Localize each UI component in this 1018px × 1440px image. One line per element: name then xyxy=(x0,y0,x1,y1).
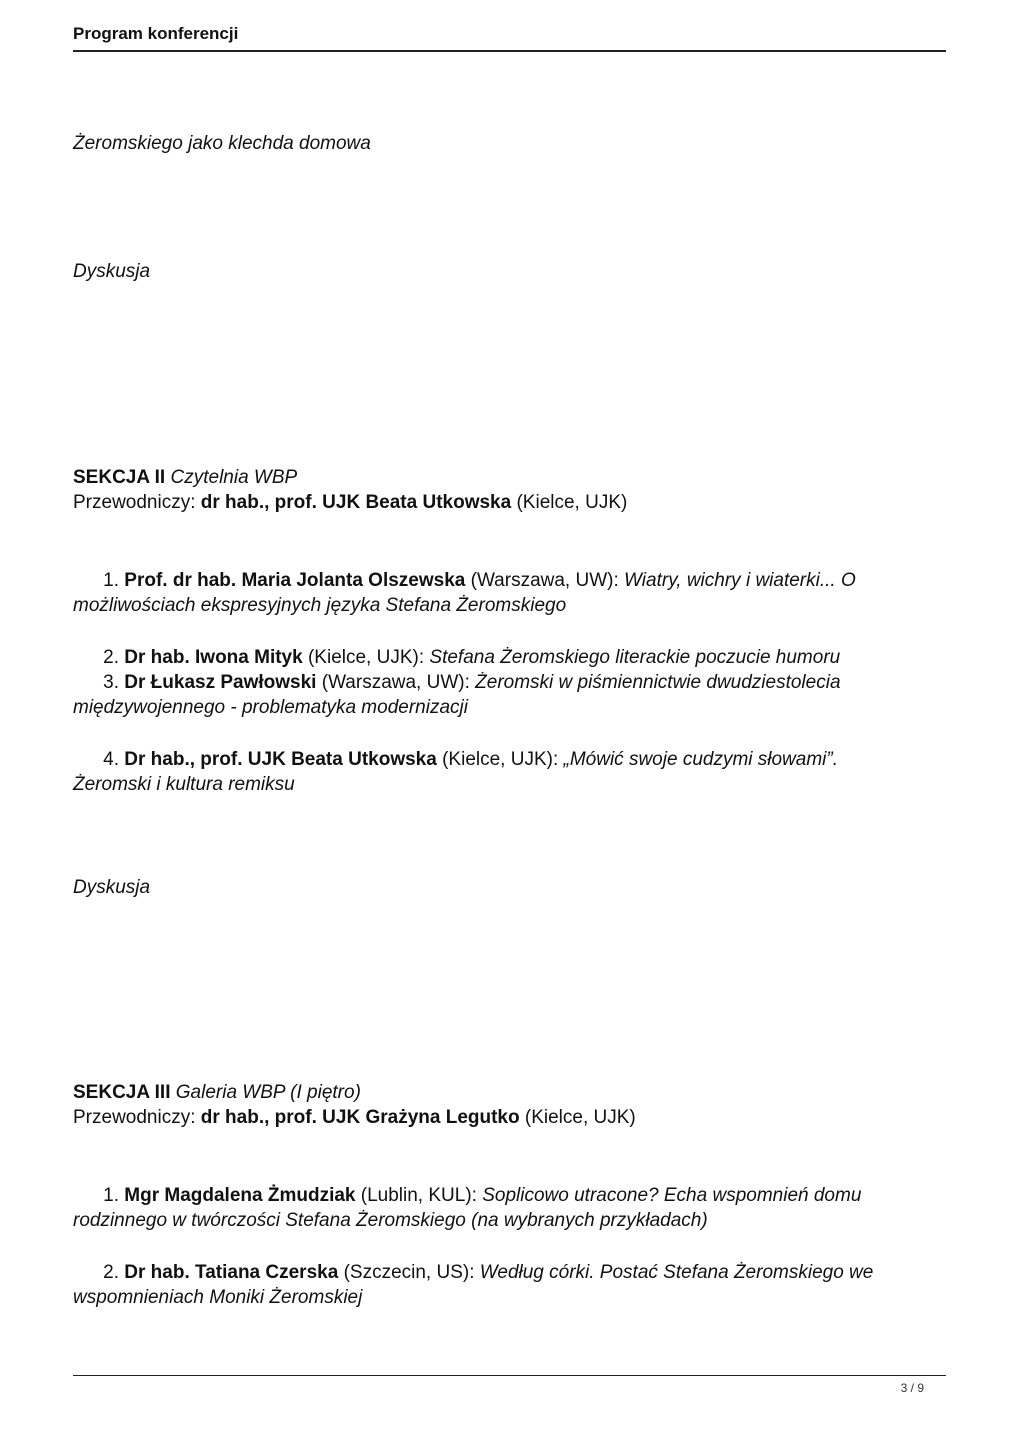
item-number: 2. xyxy=(103,647,119,668)
speaker-affiliation: (Kielce, UJK): xyxy=(436,749,564,770)
item-number: 3. xyxy=(103,672,119,693)
discussion-label: Dyskusja xyxy=(73,877,151,898)
discussion-label: Dyskusja xyxy=(73,261,151,282)
talk-title: Soplicowo utracone? Echa wspomnień domu xyxy=(482,1185,862,1206)
page-header xyxy=(73,22,946,52)
section-label: SEKCJA II xyxy=(73,467,166,488)
talk-title-continued: Żeromski i kultura remiksu xyxy=(73,774,295,795)
speaker-affiliation: (Lublin, KUL): xyxy=(355,1185,483,1206)
speaker-name: Dr Łukasz Pawłowski xyxy=(124,672,317,693)
speaker-name: Dr hab., prof. UJK Beata Utkowska xyxy=(124,749,437,770)
item-number: 4. xyxy=(103,749,119,770)
intro-fragment: Żeromskiego jako klechda domowa xyxy=(73,133,371,154)
list-item xyxy=(73,568,856,593)
page-number: 3 / 9 xyxy=(900,1381,924,1395)
speaker-name: Dr hab. Tatiana Czerska xyxy=(124,1262,339,1283)
talk-title-continued: wspomnieniach Moniki Żeromskiej xyxy=(73,1287,363,1308)
chair-name: dr hab., prof. UJK Grażyna Legutko xyxy=(200,1107,520,1128)
speaker-affiliation: (Szczecin, US): xyxy=(338,1262,480,1283)
section-label: SEKCJA III xyxy=(73,1082,171,1103)
chair-prefix: Przewodniczy: xyxy=(73,1107,201,1128)
list-item xyxy=(73,645,840,670)
section-heading xyxy=(73,1080,361,1105)
section-room: Galeria WBP (I piętro) xyxy=(175,1082,361,1103)
item-number: 1. xyxy=(103,1185,119,1206)
talk-title: Żeromski w piśmiennictwie dwudziestolecia xyxy=(475,672,841,693)
list-item xyxy=(73,747,838,772)
section-chair xyxy=(73,490,627,515)
footer-divider xyxy=(73,1375,946,1376)
speaker-affiliation: (Warszawa, UW): xyxy=(316,672,476,693)
section-room: Czytelnia WBP xyxy=(170,467,298,488)
chair-name: dr hab., prof. UJK Beata Utkowska xyxy=(200,492,512,513)
talk-title: Według córki. Postać Stefana Żeromskiego we xyxy=(479,1262,874,1283)
list-item xyxy=(73,670,841,695)
document-title: Program konferencji xyxy=(73,24,239,43)
talk-title-continued: możliwościach ekspresyjnych języka Stefana Żeromskiego xyxy=(73,595,567,616)
item-number: 1. xyxy=(103,570,119,591)
chair-affiliation: (Kielce, UJK) xyxy=(511,492,628,513)
list-item xyxy=(73,1183,861,1208)
speaker-affiliation: (Warszawa, UW): xyxy=(465,570,625,591)
speaker-affiliation: (Kielce, UJK): xyxy=(302,647,430,668)
item-number: 2. xyxy=(103,1262,119,1283)
talk-title: „Mówić swoje cudzymi słowami”. xyxy=(563,749,839,770)
chair-affiliation: (Kielce, UJK) xyxy=(519,1107,636,1128)
talk-title: Stefana Żeromskiego literackie poczucie humoru xyxy=(429,647,841,668)
section-heading xyxy=(73,465,297,490)
talk-title: Wiatry, wichry i wiaterki... O xyxy=(624,570,856,591)
section-chair xyxy=(73,1105,636,1130)
speaker-name: Mgr Magdalena Żmudziak xyxy=(124,1185,356,1206)
chair-prefix: Przewodniczy: xyxy=(73,492,201,513)
talk-title-continued: rodzinnego w twórczości Stefana Żeromskiego (na wybranych przykładach) xyxy=(73,1210,708,1231)
speaker-name: Prof. dr hab. Maria Jolanta Olszewska xyxy=(124,570,466,591)
talk-title-continued: międzywojennego - problematyka modernizacji xyxy=(73,697,468,718)
list-item xyxy=(73,1260,873,1285)
speaker-name: Dr hab. Iwona Mityk xyxy=(124,647,303,668)
